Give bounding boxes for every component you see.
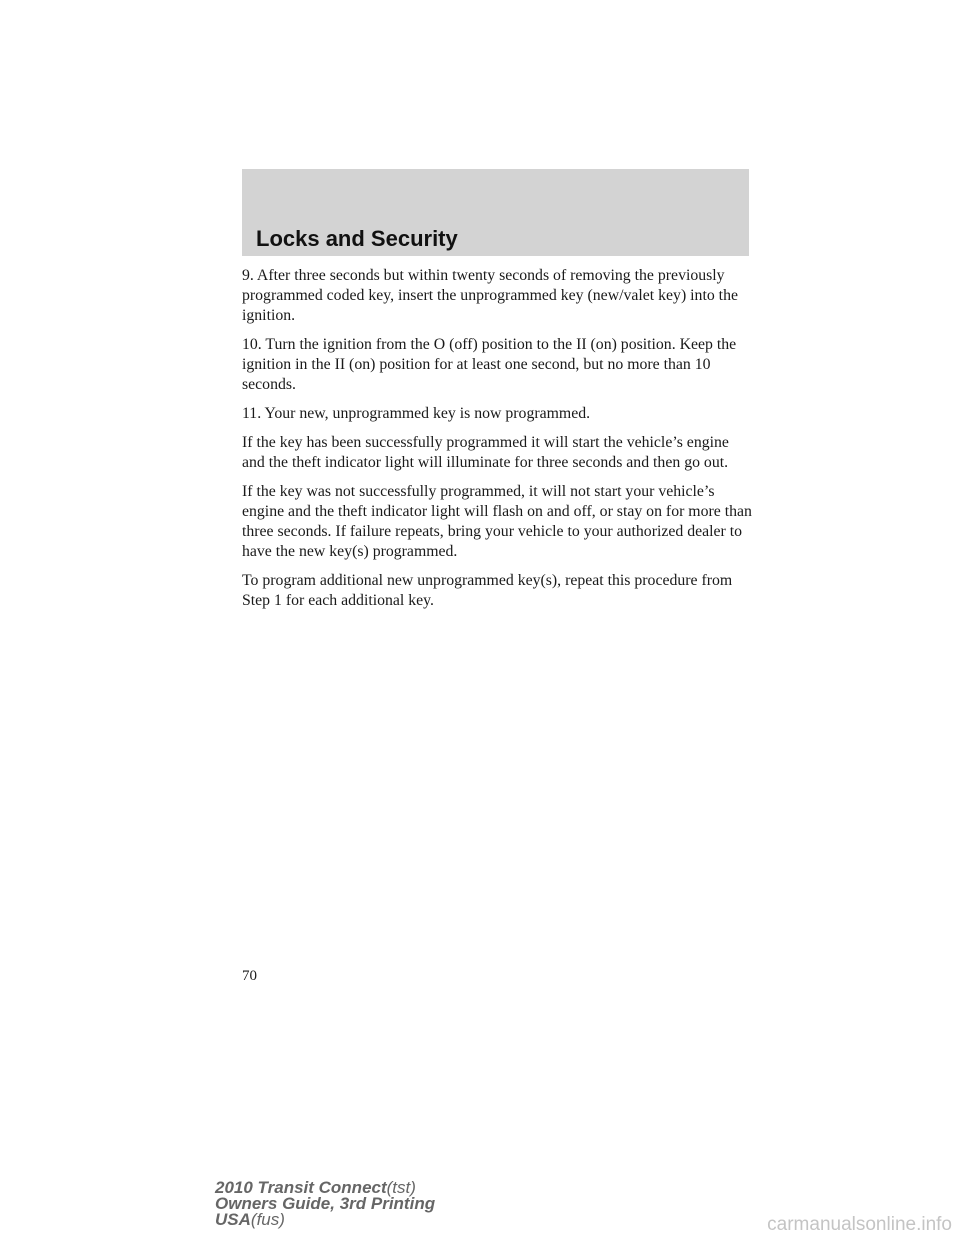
section-title: Locks and Security	[256, 226, 458, 251]
footer-model: 2010 Transit Connect	[215, 1178, 387, 1197]
paragraph-additional-keys: To program additional new unprogrammed key(s), repeat this procedure from Step 1 for each additional key.	[242, 572, 733, 609]
footer-region-code: (fus)	[250, 1210, 285, 1229]
footer-model-code: (tst)	[386, 1178, 416, 1197]
footer-line-3	[215, 1212, 435, 1228]
paragraph-step-9: 9. After three seconds but within twenty seconds of removing the previously programmed coded key, insert the unprogrammed key (new/valet key) into the ignition.	[242, 267, 738, 324]
section-header-bar	[242, 169, 749, 256]
footer-region: USA	[215, 1210, 251, 1229]
paragraph-failure: If the key was not successfully programmed, it will not start your vehicle’s engine and the theft indicator light will flash on and off, or stay on for more than three seconds. If failure repeats, bring your vehicle to your authorized dealer to have the new key(s) programmed.	[242, 483, 752, 560]
watermark: carmanualsonline.info	[767, 1214, 952, 1235]
page-number: 70	[242, 968, 257, 984]
paragraph-step-11: 11. Your new, unprogrammed key is now programmed.	[242, 405, 591, 422]
body-text	[242, 266, 752, 620]
paragraph-success: If the key has been successfully programmed it will start the vehicle’s engine and the theft indicator light will illuminate for three seconds and then go out.	[242, 434, 729, 471]
print-footer	[215, 1180, 435, 1228]
paragraph-step-10: 10. Turn the ignition from the O (off) position to the II (on) position. Keep the ignition in the II (on) position for at least one second, but no more than 10 seconds.	[242, 336, 737, 393]
footer-line-2: Owners Guide, 3rd Printing	[215, 1194, 436, 1213]
